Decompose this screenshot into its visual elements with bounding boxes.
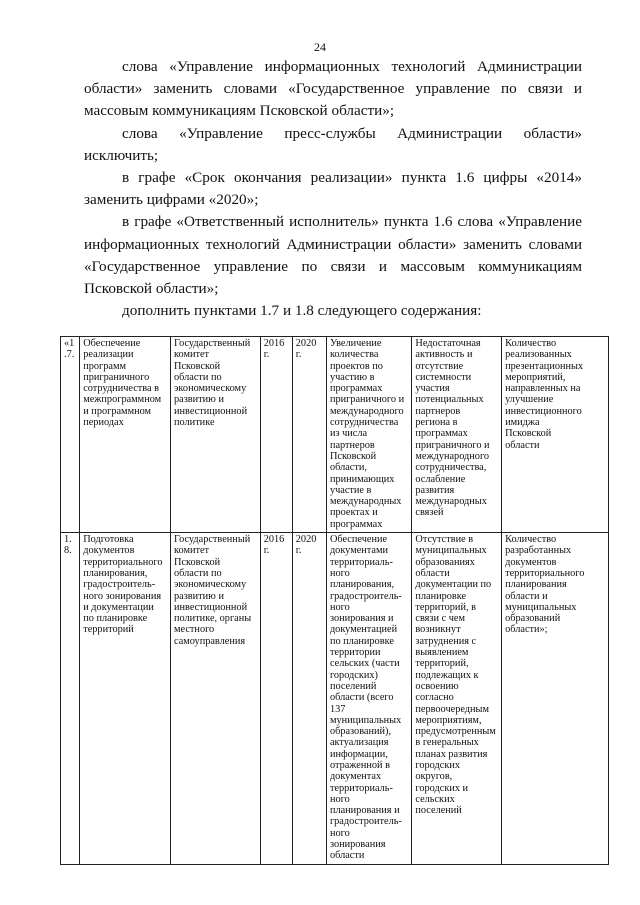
risk-cell: Недостаточная активность и отсутствие системности участия потенциальных партнеров региона в программах приграничного и международного сотрудничества, ослабление развития международных связей	[412, 337, 502, 533]
executor-cell: Государственный комитет Псковской области по экономическому развитию и инвестиционной политике	[171, 337, 261, 533]
indicator-cell: Количество разработанных документов территориального планирования области и муниципальных образований области»;	[502, 533, 609, 865]
table-row	[61, 533, 609, 865]
end-year-cell: 2020 г.	[292, 533, 326, 865]
paragraph-4: в графе «Ответственный исполнитель» пункта 1.6 слова «Управление информационных технологий Администрации области» заменить словами «Государственное управление по связи и массовым коммуникациям Псковской области»;	[84, 213, 582, 298]
paragraph-3: в графе «Срок окончания реализации» пункта 1.6 цифры «2014» заменить цифрами «2020»;	[84, 169, 582, 209]
paragraph-2: слова «Управление пресс-службы Администрации области» исключить;	[84, 124, 582, 164]
end-year-cell: 2020 г.	[292, 337, 326, 533]
row-number-cell: «1.7.	[61, 337, 80, 533]
measure-name-cell: Подготовка документов территориального планирования, градостроитель- ного зонирования и документации по планировке территорий	[80, 533, 171, 865]
risk-cell: Отсутствие в муниципальных образованиях области документации по планировке территорий, в связи с чем возникнут затруднения с выявлением территорий, подлежащих к освоению согласно первоочередным мероприятиям, предусмотренным в генеральных планах развития городских округов, городских и сельских поселений	[412, 533, 502, 865]
document-body	[84, 56, 582, 322]
paragraph-1: слова «Управление информационных технологий Администрации области» заменить словами «Государственное управление по связи и массовым коммуникациям Псковской области»;	[84, 58, 582, 120]
start-year-cell: 2016 г.	[260, 337, 292, 533]
measure-name-cell: Обеспечение реализации программ приграничного сотрудничества в межпрограммном и программном периодах	[80, 337, 171, 533]
table-row	[61, 337, 609, 533]
paragraph-5: дополнить пунктами 1.7 и 1.8 следующего содержания:	[122, 302, 482, 320]
page-number: 24	[314, 40, 326, 54]
executor-cell: Государственный комитет Псковской области по экономическому развитию и инвестиционной политике, органы местного самоуправления	[171, 533, 261, 865]
start-year-cell: 2016 г.	[260, 533, 292, 865]
expected-result-cell: Обеспечение документами территориаль- ного планирования, градостроитель- ного зонирования и документацией по планировке территории сельских (части городских) поселений области (всего 137 муниципальных образований), актуализация информации, отраженной в документах территориаль- ного планирования и градостроитель- ного зонирования области	[326, 533, 411, 865]
indicator-cell: Количество реализованных презентационных мероприятий, направленных на улучшение инвестиционного имиджа Псковской области	[502, 337, 609, 533]
measures-table	[60, 336, 609, 865]
expected-result-cell: Увеличение количества проектов по участию в программах приграничного и международного сотрудничества из числа партнеров Псковской области, принимающих участие в международных проектах и программах	[326, 337, 411, 533]
row-number-cell: 1.8.	[61, 533, 80, 865]
